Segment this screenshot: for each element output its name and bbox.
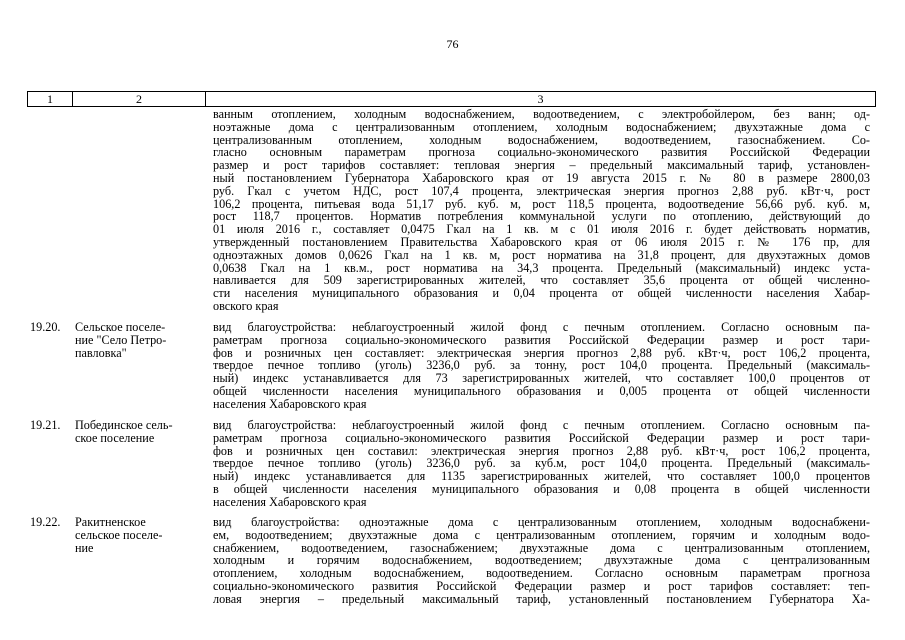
text-line: твердое печное топливо (уголь) 3236,0 руб. за тонну, рост 104,0 процента. Предельный (максималь-: [213, 359, 870, 373]
text-line: вид благоустройства: неблагоустроенный жилой фонд с печным отоплением. Согласно основным па-: [213, 419, 870, 432]
text-line: ловая энергия – предельный максимальный тариф, установленный постановлением Губернатора Ха-: [213, 592, 870, 606]
text-line: твердое печное топливо (уголь) 3236,0 руб. за куб.м, рост 104,0 процента. Предельный (максималь-: [213, 457, 870, 471]
text-line: гласно основным параметрам прогноза социально-экономического развития Российской Федерации: [213, 146, 870, 160]
name-line: Сельское поселе-: [75, 321, 166, 334]
settlement-description: [213, 321, 870, 411]
settlement-name: [75, 516, 205, 554]
column-header-3: 3: [537, 92, 544, 106]
name-line: ние "Село Петро-: [75, 333, 167, 347]
page-number: 76: [446, 37, 459, 51]
text-line: размер и рост тарифов составляет: тепловая энергия – предельный максимальный тариф, установлен-: [213, 159, 870, 172]
text-line: руб. Гкал с учетом НДС, рост 107,4 процента, электрическая энергия прогноз 2,88 руб. кВт·ч, рост: [213, 184, 870, 198]
name-line: сельское поселе-: [75, 528, 163, 542]
text-line: социально-экономического развития Российской Федерации размер и рост тарифов составляет: теп-: [213, 579, 870, 593]
text-line: ванным отоплением, холодным водоснабжением, водоотведением, с электробойлером, без ванн; од-: [213, 108, 870, 121]
settlement-name: [75, 419, 205, 445]
text-line: 0,0638 Гкал на 1 кв.м., рост норматива на 34,3 процента. Предельный (максимальный) индекс уста-: [213, 261, 870, 275]
continuation-text: [213, 108, 870, 313]
table-column-header: [27, 91, 876, 107]
text-line: раметрам прогноза социально-экономического развития Российской Федерации размер и рост тари-: [213, 333, 870, 347]
text-line: отоплением, холодным водоснабжением, водоотведением. Согласно основным параметрам прогноза: [213, 567, 870, 580]
row-number: 19.20.: [30, 320, 61, 334]
text-line: рост 118,7 процентов. Норматив потребления коммунальной услуги по отоплению, действующий до: [213, 210, 870, 224]
name-line: ние: [75, 541, 94, 555]
text-line: населения Хабаровского края: [213, 397, 367, 411]
text-line: централизованным отоплением, холодным водоснабжением, водоотведением, газоснабжением. Со-: [213, 133, 870, 147]
text-line: утвержденный постановлением Правительства Хабаровского края от 06 июля 2015 г. № 176 пр, для: [213, 235, 870, 249]
text-line: 106,2 процента, питьевая вода 51,17 руб. куб. м, рост 118,5 процента, водоотведение 56,66 руб. куб. м,: [213, 197, 870, 211]
text-line: ный) индекс устанавливается для 1135 зарегистрированных жителей, что составляет 100,0 процентов: [213, 470, 870, 483]
name-line: ское поселение: [75, 431, 155, 445]
text-line: навливается для 509 зарегистрированных жителей, что составляет 35,6 процента от общей численно-: [213, 274, 870, 288]
name-line: Побединское сель-: [75, 419, 173, 432]
row-number: 19.22.: [30, 515, 61, 529]
text-line: раметрам прогноза социально-экономического развития Российской Федерации размер и рост тари-: [213, 431, 870, 445]
name-line: Ракитненское: [75, 516, 146, 529]
column-header-2: 2: [73, 92, 206, 106]
text-line: ноэтажные дома с централизованным отоплением, холодным водоснабжением; двухэтажные дома с: [213, 120, 870, 134]
text-line: одноэтажных домов 0,0626 Гкал на 1 кв. м, рост норматива на 31,8 процент, для двухэтажных домов: [213, 248, 870, 262]
text-line: сти населения муниципального образования и 0,04 процента от общей численности населения Хабар-: [213, 287, 870, 300]
text-line: населения Хабаровского края: [213, 495, 367, 509]
column-header-1: 1: [28, 92, 73, 106]
text-line: вид благоустройства: неблагоустроенный жилой фонд с печным отоплением. Согласно основным па-: [213, 321, 870, 334]
text-line: фов и розничных цен составляет: электрическая энергия прогноз 2,88 руб. кВт·ч, рост 106,2 процента,: [213, 346, 870, 360]
text-line: общей численности населения муниципального образования и 0,005 процента от общей численности: [213, 384, 870, 398]
text-line: 01 июля 2016 г., составляет 0,0475 Гкал на 1 кв. м с 01 июля 2016 г. будет действовать норматив,: [213, 223, 870, 236]
text-line: овского края: [213, 299, 279, 313]
text-line: ный) индекс устанавливается для 73 зарегистрированных жителей, что составляет 100,0 процентов от: [213, 372, 870, 385]
row-number: 19.21.: [30, 418, 61, 432]
settlement-description: [213, 516, 870, 606]
text-line: фов и розничных цен составил: электрическая энергия прогноз 2,88 руб. кВт·ч, рост 106,2 процента,: [213, 444, 870, 458]
text-line: ем, водоотведением; двухэтажные дома с централизованным отоплением, горячим и холодным водо-: [213, 528, 870, 542]
settlement-description: [213, 419, 870, 509]
text-line: холодным и горячим водоснабжением, водоотведением; двухэтажные дома с централизованным: [213, 554, 870, 568]
name-line: павловка": [75, 346, 127, 360]
text-line: ный постановлением Губернатора Хабаровского края от 19 августа 2015 г. № 80 в размере 2800,03: [213, 171, 870, 185]
text-line: снабжением, водоотведением, газоснабжением; двухэтажные дома с централизованным отоплением,: [213, 541, 870, 555]
text-line: в общей численности населения муниципального образования и 0,08 процента в общей численности: [213, 482, 870, 496]
settlement-name: [75, 321, 205, 359]
text-line: вид благоустройства: одноэтажные дома с централизованным отоплением, холодным водоснабжени-: [213, 516, 870, 529]
